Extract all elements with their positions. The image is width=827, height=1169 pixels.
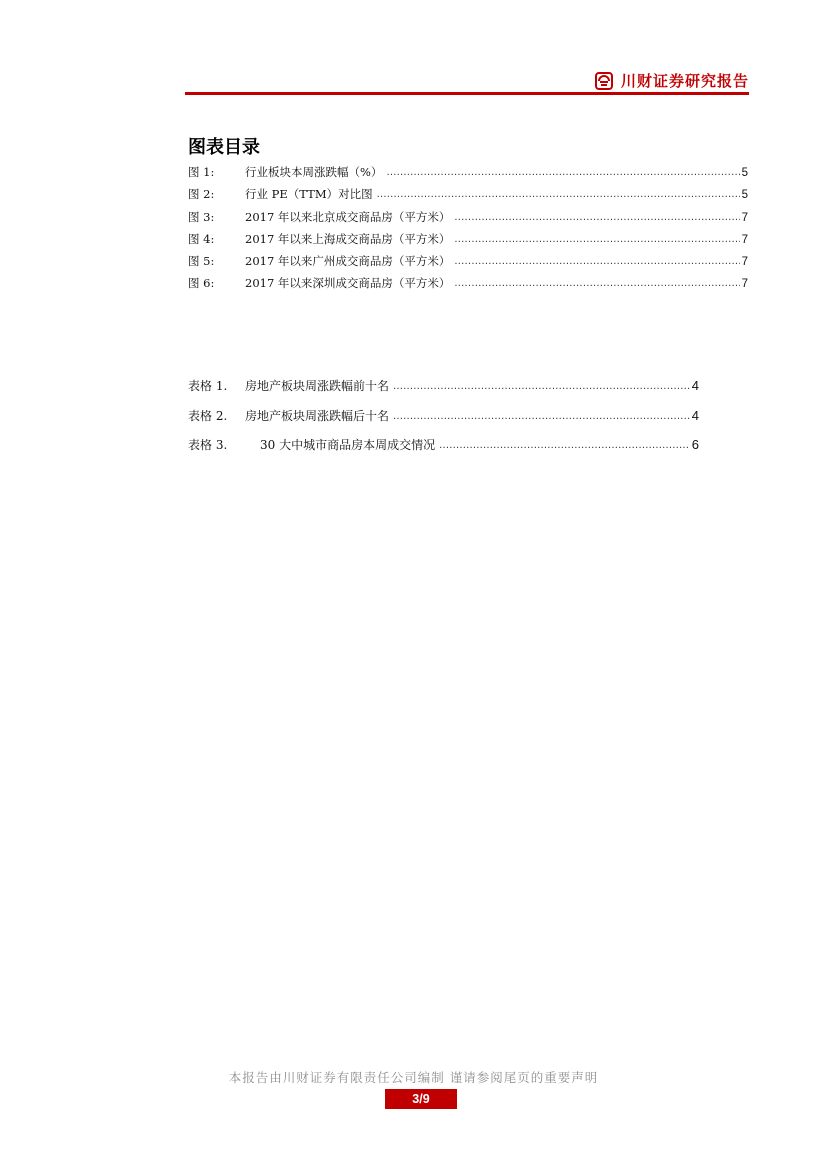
toc-figure-label: 图 4: [188,231,215,246]
toc-figure-entry[interactable] [188,164,748,186]
toc-page-number: 7 [741,233,748,246]
toc-figure-title: 2017 年以来深圳成交商品房（平方米） [245,276,451,291]
toc-figure-title: 行业 PE（TTM）对比图 [245,187,373,202]
toc-dot-leader [454,253,739,265]
toc-page-number: 7 [741,211,748,224]
toc-table-title: 房地产板块周涨跌幅前十名 [245,379,390,393]
toc-dot-leader [393,378,690,390]
toc-table-label: 表格 3. [188,438,228,452]
chuancai-logo-icon [595,72,613,90]
toc-dot-leader [377,186,740,198]
toc-page-number: 5 [741,167,748,179]
toc-figure-label: 图 6: [188,276,215,291]
toc-table-title: 30 大中城市商品房本周成交情况 [260,438,436,452]
toc-figure-title: 行业板块本周涨跌幅（%） [245,165,383,179]
toc-figure-title: 2017 年以来上海成交商品房（平方米） [245,231,451,246]
toc-dot-leader [454,209,739,221]
toc-table-title: 房地产板块周涨跌幅后十名 [245,408,390,423]
toc-figure-title: 2017 年以来北京成交商品房（平方米） [245,209,451,224]
toc-table-entry[interactable] [188,377,699,407]
toc-figure-label: 图 5: [188,254,215,269]
toc-figure-entry[interactable] [188,275,748,297]
toc-dot-leader [439,437,690,449]
toc-table-entry[interactable] [188,436,699,466]
toc-figure-entry[interactable] [188,209,748,231]
brand-name: 川财证券研究报告 [620,72,749,90]
page-number-badge: 3/9 [385,1089,457,1109]
table-list [188,377,699,466]
toc-dot-leader [454,275,739,287]
toc-table-label: 表格 1. [188,379,228,393]
figure-list [188,164,748,298]
toc-figure-label: 图 2: [188,187,215,202]
toc-figure-entry[interactable] [188,186,748,208]
toc-page-number: 7 [741,256,748,269]
toc-dot-leader [393,408,690,420]
toc-dot-leader [454,231,739,243]
header-divider [185,92,749,95]
toc-title: 图表目录 [188,137,260,158]
footer-disclaimer: 本报告由川财证券有限责任公司编制 谨请参阅尾页的重要声明 [228,1070,599,1085]
toc-page-number: 6 [691,437,699,452]
toc-page-number: 7 [741,278,748,291]
toc-figure-entry[interactable] [188,253,748,275]
toc-page-number: 4 [691,407,699,423]
toc-figure-label: 图 3: [188,209,215,224]
header-brand [595,70,749,91]
toc-figure-entry[interactable] [188,231,748,253]
toc-table-entry[interactable] [188,407,699,437]
toc-figure-label: 图 1: [188,165,215,179]
toc-page-number: 5 [741,189,748,202]
toc-page-number: 4 [691,378,699,393]
toc-dot-leader [386,164,739,176]
toc-table-label: 表格 2. [188,408,228,423]
toc-figure-title: 2017 年以来广州成交商品房（平方米） [245,254,451,269]
